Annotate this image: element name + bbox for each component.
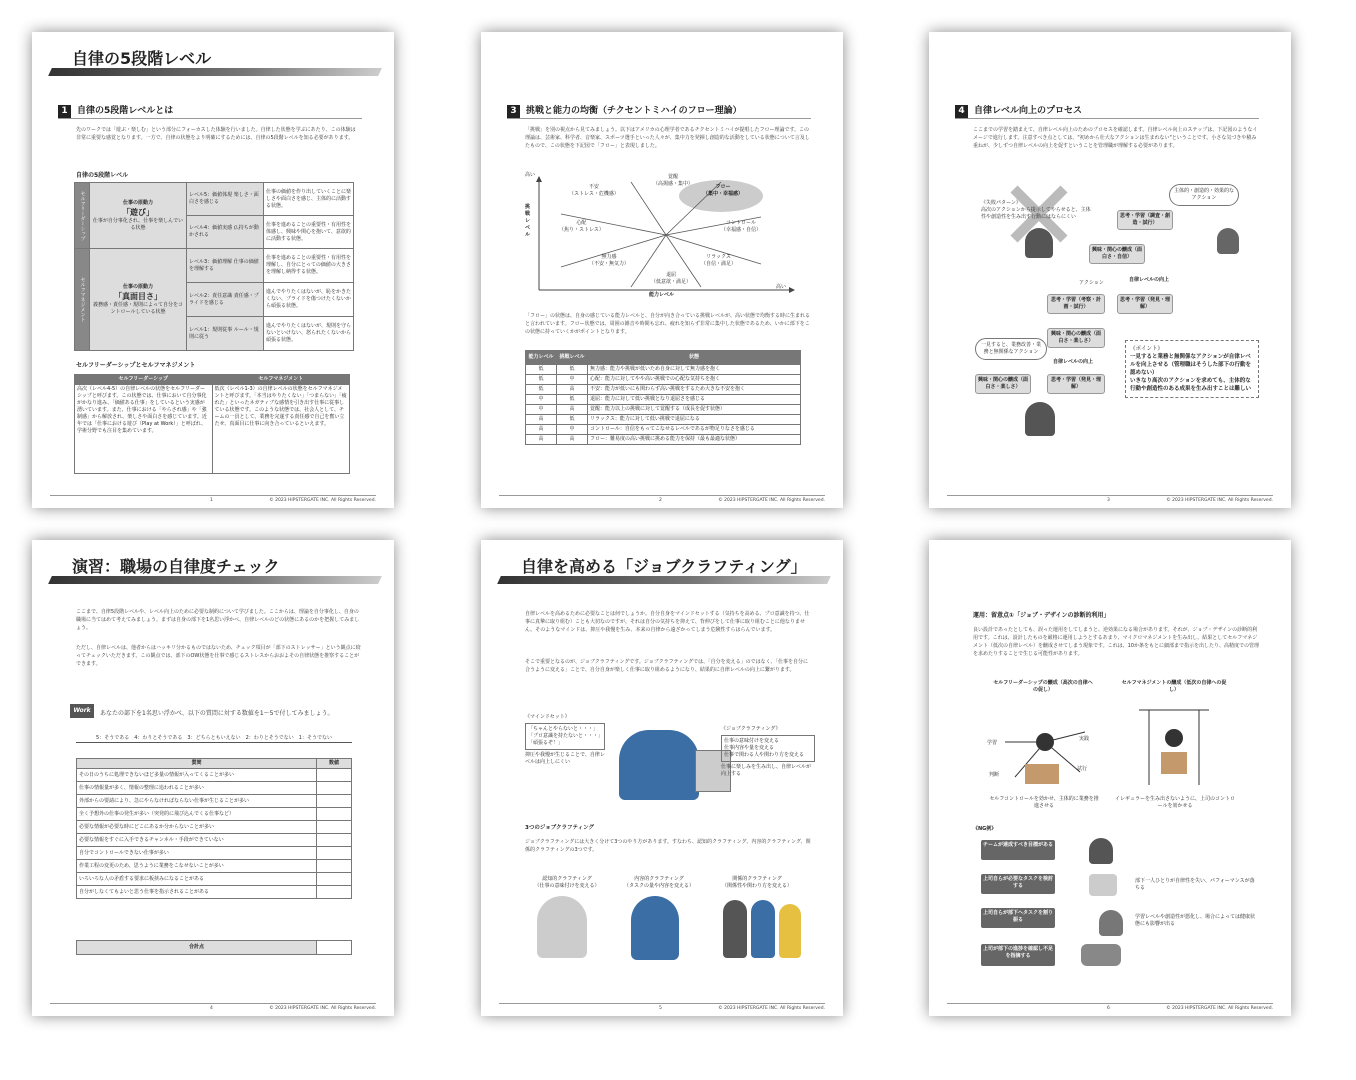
table-row: 高 中 コントロール：自信をもってこなせるレベルであるが物足りなさを感じる <box>526 425 801 435</box>
title-underline <box>48 68 382 76</box>
intro-text: ここまでの学習を踏まえて、自律レベル向上のためのプロセスを確認します。自律レベル向上のステップは、下記図のようなイメージで進行します。注意すべき点としては、"初めから壮大なアクションは生まれない"ということです。小さな気づきや積み重ねが、少しずつ自律レベルの向上を促すということを管理職が理解する必要があります。 <box>973 127 1258 149</box>
arrow-label: 判断 <box>989 772 1000 778</box>
intro-text: 自律レベルを高めるために必要なことは何でしょうか。自分自身をマインドセットする（気持ちを高める、プロ意識を持つ、仕事に真摯に取り組む）ことも大切なのですが、それは自分の気持ちを抑えて、背伸びをして仕事に取り組むことに他なりません。そのようなマインドは、抑圧や我慢を生み、本来の自律から遠ざかってしまう危険性すらはらんでいます。 <box>525 611 810 633</box>
section-heading: 4 自律レベル向上のプロセス <box>955 104 1259 119</box>
person-icon <box>1099 910 1123 936</box>
table-row: 低 中 心配：能力に対してやや高い挑戦での心配な気持ちを抱く <box>526 375 801 385</box>
table-head: 挑戦レベル <box>557 351 588 365</box>
zone-label: リラックス （自信・満足） <box>701 254 737 267</box>
table-head: 能力レベル <box>526 351 557 365</box>
table-row: 必要な情報が必要な時にどこにあるか分からないことが多い <box>77 821 352 834</box>
table-row: 中 高 覚醒：能力以上の挑戦に対して覚醒する（成長を促す状態） <box>526 405 801 415</box>
step-box: 思考・学習（調査・創造・試行） <box>1117 210 1173 230</box>
table-row: 外部からの要請により、急にやらなければならない仕事が生じることが多い <box>77 795 352 808</box>
page-footer: 4 © 2023 HIPSTERGATE INC. All Rights Reserved. <box>50 1003 376 1004</box>
compare-head: セルフマネジメント <box>212 375 350 385</box>
section-heading: 1 自律の5段階レベルとは <box>58 104 362 119</box>
zone-label: 退屈 （低意欲・満足） <box>651 272 692 285</box>
arrow-label: 試行 <box>1077 766 1088 772</box>
person-illustration <box>537 896 587 958</box>
intro-text: 良い設計であったとしても、誤った運用をしてしまうと、逆効果になる場合があります。それが、ジョブ・デザインの診断的利用です。これは、設計したものを厳格に運用しようとするあまり、マイクロマネジメントを生み出し、結果としてセルフマネジメント（低次の自律レベル）を醸成させてしまう現象です。これは、10か条をもとに細部まで指示を出したり、高精度での管理を求めたりすることで生じる可能性があります。 <box>973 627 1259 657</box>
work-badge: Work <box>70 704 94 718</box>
intro-text: 先のワークでは「遊ぶ・楽しむ」という部分にフォーカスした体験を行いました。自律した状態を学ぶにあたり、この体験は非常に重要な感覚となります。一方で、自律の状態をより明確にするためには、自律の5段階レベルを知る必要があります。 <box>76 127 356 141</box>
page-footer: 2 © 2023 HIPSTERGATE INC. All Rights Reserved. <box>499 495 825 496</box>
driver-word: 「真面目さ」 <box>114 291 162 301</box>
driver-desc: 義務感・責任感・規則によって自分をコントロールしている状態 <box>92 301 183 315</box>
up-label: 自律レベルの向上 <box>1129 277 1170 283</box>
title-underline <box>497 576 831 584</box>
arrow-label: 実践 <box>1079 736 1090 742</box>
level-desc: 仕事を進めることの重要性・有用性を体感し、興味や関心を抱いて、意欲的に活動する状態。 <box>264 216 354 249</box>
vertical-label: セルフリーダーシップ <box>75 183 90 249</box>
page-title: 自律の5段階レベル <box>50 46 380 76</box>
person-illustration <box>631 896 679 960</box>
three-text: ジョブクラフティングには大きく分けて3つのやり方があります。すなわち、認知的クラフティング、内容的クラフティング、関係的クラフティングの3つです。 <box>525 839 811 853</box>
ng-step: 上司が部下の進捗を確認し不足を指摘する <box>981 944 1055 966</box>
right-title: セルフマネジメントの醸成（低次の自律への促し） <box>1121 680 1227 693</box>
level-desc: 進んでやりたくはないが、規則を守らないといけない、怒られたくないから頑張る状態。 <box>264 317 354 351</box>
crafting-box: 《ジョブクラフティング》 仕事の意味付けを変える 仕事内容や量を変える 仕事で関わる人や関わり方を変える 仕事に楽しみを生み出し、自律レベルが向上する <box>721 726 815 778</box>
score-cell[interactable] <box>317 769 352 782</box>
page-3 <box>929 32 1291 508</box>
level-name: レベル1：規則従事 ルール・規則に従う <box>187 317 264 351</box>
table-row: 全く予想外の仕事の発生が多い（突発的に飛び込んでくる仕事など） <box>77 808 352 821</box>
mindset-box: 《マインドセット》 「ちゃんとやらないと・・・」「プロ意識を持たないと・・・」「頑張るぞ！」 抑圧や我慢が生じることで、自律レベルは向上しにくい <box>525 714 605 765</box>
work-text: あなたの部下を1名思い浮かべ、以下の質問に対する数値を1～5で付してみましょう。 <box>100 710 334 717</box>
total-cell[interactable] <box>317 941 352 955</box>
y-axis-label: 挑戦レベル <box>525 204 531 238</box>
person-icon <box>1025 402 1055 436</box>
driver-label: 仕事の原動力 <box>122 283 153 290</box>
fail-pattern: 《失敗パターン》 高次のアクションから提示してやらせると、主体性や創造性を生み出す行動にはならにくい <box>981 200 1091 220</box>
flow-table <box>525 350 801 445</box>
step-box: 思考・学習（発見・理解） <box>1047 374 1105 394</box>
compare-table <box>74 374 350 474</box>
zone-label: コントロール （幸福感・自信） <box>721 220 762 233</box>
person-icon <box>1089 874 1117 896</box>
ng-title: 《NG例》 <box>973 826 997 832</box>
page-2 <box>481 32 843 508</box>
points-box: 《ポイント》 一見すると業務と無関係なアクションが自律レベルを向上させる（管理職はそうした部下の行動を認めない） いきなり高次のアクションを求めても、主体的な行動や創造性のある成果を生み出すことは難しい <box>1125 340 1259 398</box>
ng-step: 上司自らが必要なタスクを検討する <box>981 874 1055 894</box>
score-cell[interactable] <box>317 886 352 899</box>
person-icon <box>1089 838 1113 864</box>
table-row: 高 低 リラックス：能力に対して低い挑戦で退屈になる <box>526 415 801 425</box>
table-row: 中 低 退屈：能力に対して低い挑戦となり退屈さを感じる <box>526 395 801 405</box>
right-caption: イレギュラーを生み出さないように、上司のコントロールを効かせる <box>1115 796 1236 809</box>
vertical-label: セルフマネジメント <box>75 249 90 351</box>
table-row: いろいろな人の矛盾する要求に板挟みになることがある <box>77 873 352 886</box>
table-row: 自分でコントロールできない仕事が多い <box>77 847 352 860</box>
page-4 <box>32 540 394 1016</box>
step-box: 思考・学習（発見・理解） <box>1117 294 1173 314</box>
level-desc: 仕事を進めることの重要性・有用性を理解し、自分にとっての価値の大きさを理解し納得する状態。 <box>264 249 354 283</box>
worker-illustration <box>619 730 699 800</box>
zone-label: フロー （集中・幸福感） <box>703 184 744 197</box>
axis-high: 高い <box>525 172 536 178</box>
compare-cell: 低次（レベル1-3）の自律レベルの状態をセルフマネジメントと呼びます。「本当はやりたくない」「つまらない」「疲れた」といったネガティブな感情を引き出す仕事に従事している状態です。このような状態では、社会人として、チームの一員として、業務を完遂する責任感で自己を奮い立たせ、真面目に仕事に向き合っているといえます。 <box>212 385 350 474</box>
table-row: その日のうちに処理できないほど多量の情報が入ってくることが多い <box>77 769 352 782</box>
table-row: 仕事の情報量が多く、情報の整理に追われることが多い <box>77 782 352 795</box>
level-name: レベル3：価値理解 仕事の価値を理解する <box>187 249 264 283</box>
person-illustration <box>723 900 747 958</box>
step-box: 興味・関心の醸成（面白さ・自信） <box>1089 244 1145 264</box>
speech-bubble: 主体的・創造的・効果的なアクション <box>1169 184 1239 206</box>
levels-table <box>74 182 354 351</box>
score-cell[interactable] <box>317 782 352 795</box>
left-title: セルフリーダーシップの醸成（高次の自律への促し） <box>993 680 1093 693</box>
arrow-label: 学習 <box>987 740 998 746</box>
page-footer: 1 © 2023 HIPSTERGATE INC. All Rights Reserved. <box>50 495 376 496</box>
table-caption: 自律の5段階レベル <box>76 172 129 179</box>
table-row: 作業工程の変更のため、思うように業務をこなせないことが多い <box>77 860 352 873</box>
table-row: 高 高 フロー：難易度の高い挑戦に挑める能力を保持（最も最適な状態） <box>526 435 801 445</box>
scale-text: 5：そうである 4：わりとそうである 3：どちらともいえない 2：わりとそうでない 1：そうでない <box>76 734 352 743</box>
type-label: 関係的クラフティング （関係性や関わり方を変える） <box>721 876 792 889</box>
score-cell[interactable] <box>317 795 352 808</box>
section-heading: 3 挑戦と能力の均衡（チクセントミハイのフロー理論） <box>507 104 811 119</box>
level-name: レベル2：責任意識 責任感・プライドを感じる <box>187 283 264 317</box>
score-cell[interactable] <box>317 821 352 834</box>
driver-desc: 仕事が自分事化され、仕事を楽しんでいる状態 <box>92 217 184 231</box>
title-underline <box>48 576 382 584</box>
person-icon <box>1025 228 1053 258</box>
page-title: 演習：職場の自律度チェック <box>50 554 380 584</box>
level-desc: 進んでやりたくはないが、恥をかきたくない、プライドを傷つけたくないから頑張る状態。 <box>264 283 354 317</box>
section-heading: 運用：留意点①「ジョブ・デザインの診断的利用」 <box>973 612 1110 619</box>
score-cell[interactable] <box>317 860 352 873</box>
page-6 <box>929 540 1291 1016</box>
check-table <box>76 758 352 899</box>
total-table <box>76 940 352 955</box>
level-name: レベル4：価値実感 仏持ちが動かされる <box>187 216 264 249</box>
table-row: 必要な情報をすぐに入手できるチャンネル・手段ができていない <box>77 834 352 847</box>
driver-label: 仕事の原動力 <box>122 199 153 206</box>
ng-step: 上司自らが部下へタスクを割り振る <box>981 908 1055 928</box>
self-management-illustration <box>1129 700 1219 790</box>
level-desc: 仕事の価値を作り出していくことに楽しさや面白さを感じ、主体的に活動する状態。 <box>264 183 354 216</box>
driver-word: 「遊び」 <box>122 207 154 217</box>
intro-text: ただし、自律レベルは、他者からはハッキリ分かるものではないため、チェック項目が「部下のストレッサー」という観点に絞ってチェックいただきます。この観点では、部下のOW状態を仕事で感じるストレスからおおよその自律状態を推察することができます。 <box>76 645 361 667</box>
page-5 <box>481 540 843 1016</box>
level-name: レベル5：価値体現 楽しさ・面白さを感じる <box>187 183 264 216</box>
table-head: 状態 <box>588 351 801 365</box>
ng-step: チームが達成すべき目標がある <box>981 840 1055 860</box>
person-icon <box>1217 228 1239 254</box>
zone-label: 覚醒 （高揚感・集中） <box>653 174 694 187</box>
score-cell[interactable] <box>317 847 352 860</box>
zone-label: 無力感 （不安・無気力） <box>589 254 630 267</box>
table-head: 質問 <box>77 759 317 769</box>
action-label: アクション <box>1079 280 1104 286</box>
x-axis-label: 能力レベル <box>649 292 675 298</box>
type-label: 認知的クラフティング （仕事の意味付けを変える） <box>534 876 600 889</box>
compare-cell: 高次（レベル4-5）の自律レベルの状態をセルフリーダーシップと呼びます。この状態では、仕事において自分事化がかなり進み、「価値ある仕事」をしているという実感が湧いています。また、仕事における「やらされ感」や「強制感」から解放され、楽しさや面白さを感じています。近年では「仕事における遊び（Play at Work）」と呼ばれ、学術分野でも注目を集めています。 <box>75 385 213 474</box>
step-box: 思考・学習（考察・計画・試行） <box>1047 294 1105 314</box>
score-cell[interactable] <box>317 873 352 886</box>
step-box: 興味・関心の醸成（面白さ・楽しさ） <box>1047 328 1105 348</box>
three-title: 3つのジョブクラフティング <box>525 825 595 831</box>
ng-note: 学習レベルや創造性が悪化し、場合によっては健康状態にも影響が出る <box>1135 914 1256 927</box>
compare-caption: セルフリーダーシップとセルフマネジメント <box>76 362 196 369</box>
total-label: 合計点 <box>77 941 317 955</box>
zone-label: 不安 （ストレス・危機感） <box>569 184 619 197</box>
page-footer: 3 © 2023 HIPSTERGATE INC. All Rights Reserved. <box>947 495 1273 496</box>
page-footer: 6 © 2023 HIPSTERGATE INC. All Rights Reserved. <box>947 1003 1273 1004</box>
person-illustration <box>751 900 775 958</box>
ng-note: 部下一人ひとりが自律性を失い、パフォーマンスが落ちる <box>1135 878 1255 891</box>
page-footer: 5 © 2023 HIPSTERGATE INC. All Rights Reserved. <box>499 1003 825 1004</box>
page-title: 自律を高める「ジョブクラフティング」 <box>499 554 829 584</box>
left-caption: セルフコントロールを効かせ、主体的に業務を推進させる <box>989 796 1099 809</box>
table-head: 数値 <box>317 759 352 769</box>
step-box: 興味・関心の醸成（面白さ・楽しさ） <box>975 374 1031 394</box>
table-row: 低 高 不安：能力が低いにも関わらず高い挑戦をするため大きな不安を抱く <box>526 385 801 395</box>
person-illustration <box>779 904 801 958</box>
person-icon <box>1081 944 1121 966</box>
up-label: 自律レベルの向上 <box>1053 359 1094 365</box>
speech-bubble: 一見すると、業務改善・業務と無関係なアクション <box>975 338 1047 360</box>
zone-label: 心配 （焦り・ストレス） <box>559 220 604 233</box>
table-row: 自分がしなくてもよいと思う仕事を指示されることがある <box>77 886 352 899</box>
axis-high: 高い <box>776 284 787 290</box>
after-text: 「フロー」の状態は、自身の感じている能力レベルと、自分が向き合っている挑戦レベルが、高い状態で均衡する時に生まれると言われています。フロー状態では、周囲の雑音や時間も忘れ、疲れを知らず非常に集中した状態であるため、いかに部下をこの状態に持っていくかがポイントとなります。 <box>525 313 811 335</box>
score-cell[interactable] <box>317 834 352 847</box>
table-row: 低 低 無力感：能力や挑戦が低いため自身に対して無力感を抱く <box>526 365 801 375</box>
score-cell[interactable] <box>317 808 352 821</box>
page-1 <box>32 32 394 508</box>
intro-text: ここまで、自律5段階レベルや、レベル向上のために必要な制約について学びました。ここからは、理論を自分事化し、自身の職場に当てはめて考えてみましょう。まずは自身の部下を1名思い浮かべ、自律レベルのどの状態にあるのかを把握してみましょう。 <box>76 609 360 631</box>
intro-text: 「挑戦」を別の視点から見てみましょう。以下はアメリカの心理学者であるチクセントミハイが提唱したフロー理論です。この理論は、芸術家、科学者、音楽家、スポーツ選手といった人々が、集中力を発揮し創造的な活動をしている状態について言及したもので、この状態を下記図で「フロー」と表現しました。 <box>525 127 810 149</box>
compare-head: セルフリーダーシップ <box>75 375 213 385</box>
type-label: 内容的クラフティング （タスクの量や内容を変える） <box>623 876 694 889</box>
intro-text: そこで重要となるのが、ジョブクラフティングです。ジョブクラフティングでは、「自分を変える」のではなく、「仕事を自分に合うように変える」ことで、自分自身が楽しく仕事に取り組めるようになり、結果的に自律レベルの向上に繋がります。 <box>525 659 809 673</box>
self-leadership-illustration <box>985 702 1105 792</box>
